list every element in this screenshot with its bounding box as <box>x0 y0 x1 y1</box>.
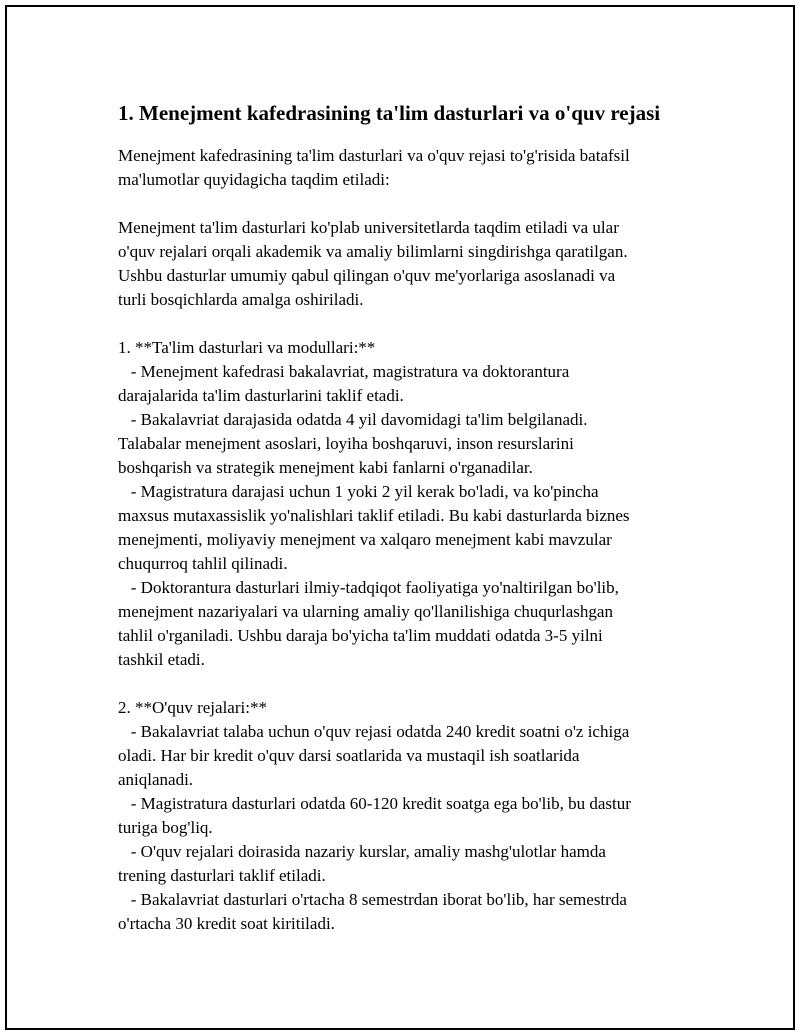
section-curricula: 2. **O'quv rejalari:** - Bakalavriat talaba uchun o'quv rejasi odatda 240 kredit soatni o'z ichiga oladi. Har bir kredit o'quv darsi soatlarida va mustaqil ish soatlarida aniqlanadi. - Magistratura dasturlari odatda 60-120 kredit soatga ega bo'lib, bu dastur turiga bog'liq. - O'quv rejalari doirasida nazariy kurslar, amaliy mashg'ulotlar hamda trening dasturlari taklif etiladi. - Bakalavriat dasturlari o'rtacha 8 semestrdan iborat bo'lib, har semestrda o'rtacha 30 kredit soat kiritiladi. <box>118 698 631 933</box>
paragraph-spacer <box>118 312 698 336</box>
section-programs-modules: 1. **Ta'lim dasturlari va modullari:** - Menejment kafedrasi bakalavriat, magistratura va doktorantura darajalarida ta'lim dasturlarini taklif etadi. - Bakalavriat darajasida odatda 4 yil davomidagi ta'lim belgilanadi. Talabalar menejment asoslari, loyiha boshqaruvi, inson resurslarini boshqarish va strategik menejment kabi fanlarni o'rganadilar. - Magistratura darajasi uchun 1 yoki 2 yil kerak bo'ladi, va ko'pincha maxsus mutaxassislik yo'nalishlari taklif etiladi. Bu kabi dasturlarda biznes menejmenti, moliyaviy menejment va xalqaro menejment kabi mavzular chuqurroq tahlil qilinadi. - Doktorantura dasturlari ilmiy-tadqiqot faoliyatiga yo'naltirilgan bo'lib, menejment nazariyalari va ularning amaliy qo'llanilishiga chuqurlashgan tahlil o'rganiladi. Ushbu daraja bo'yicha ta'lim muddati odatda 3-5 yilni tashkil etadi. <box>118 338 630 669</box>
intro-paragraph: Menejment kafedrasining ta'lim dasturlari va o'quv rejasi to'g'risida batafsil ma'lumotlar quyidagicha taqdim etiladi: <box>118 146 630 189</box>
overview-paragraph: Menejment ta'lim dasturlari ko'plab universitetlarda taqdim etiladi va ular o'quv rejalari orqali akademik va amaliy bilimlarni singdirishga qaratilgan. Ushbu dasturlar umumiy qabul qilingan o'quv me'yorlariga asoslanadi va turli bosqichlarda amalga oshiriladi. <box>118 218 628 309</box>
document-title: 1. Menejment kafedrasining ta'lim dasturlari va o'quv rejasi <box>118 101 661 125</box>
page-frame <box>5 5 795 1030</box>
paragraph-spacer <box>118 192 698 216</box>
document-body <box>118 95 698 936</box>
paragraph-spacer <box>118 672 698 696</box>
